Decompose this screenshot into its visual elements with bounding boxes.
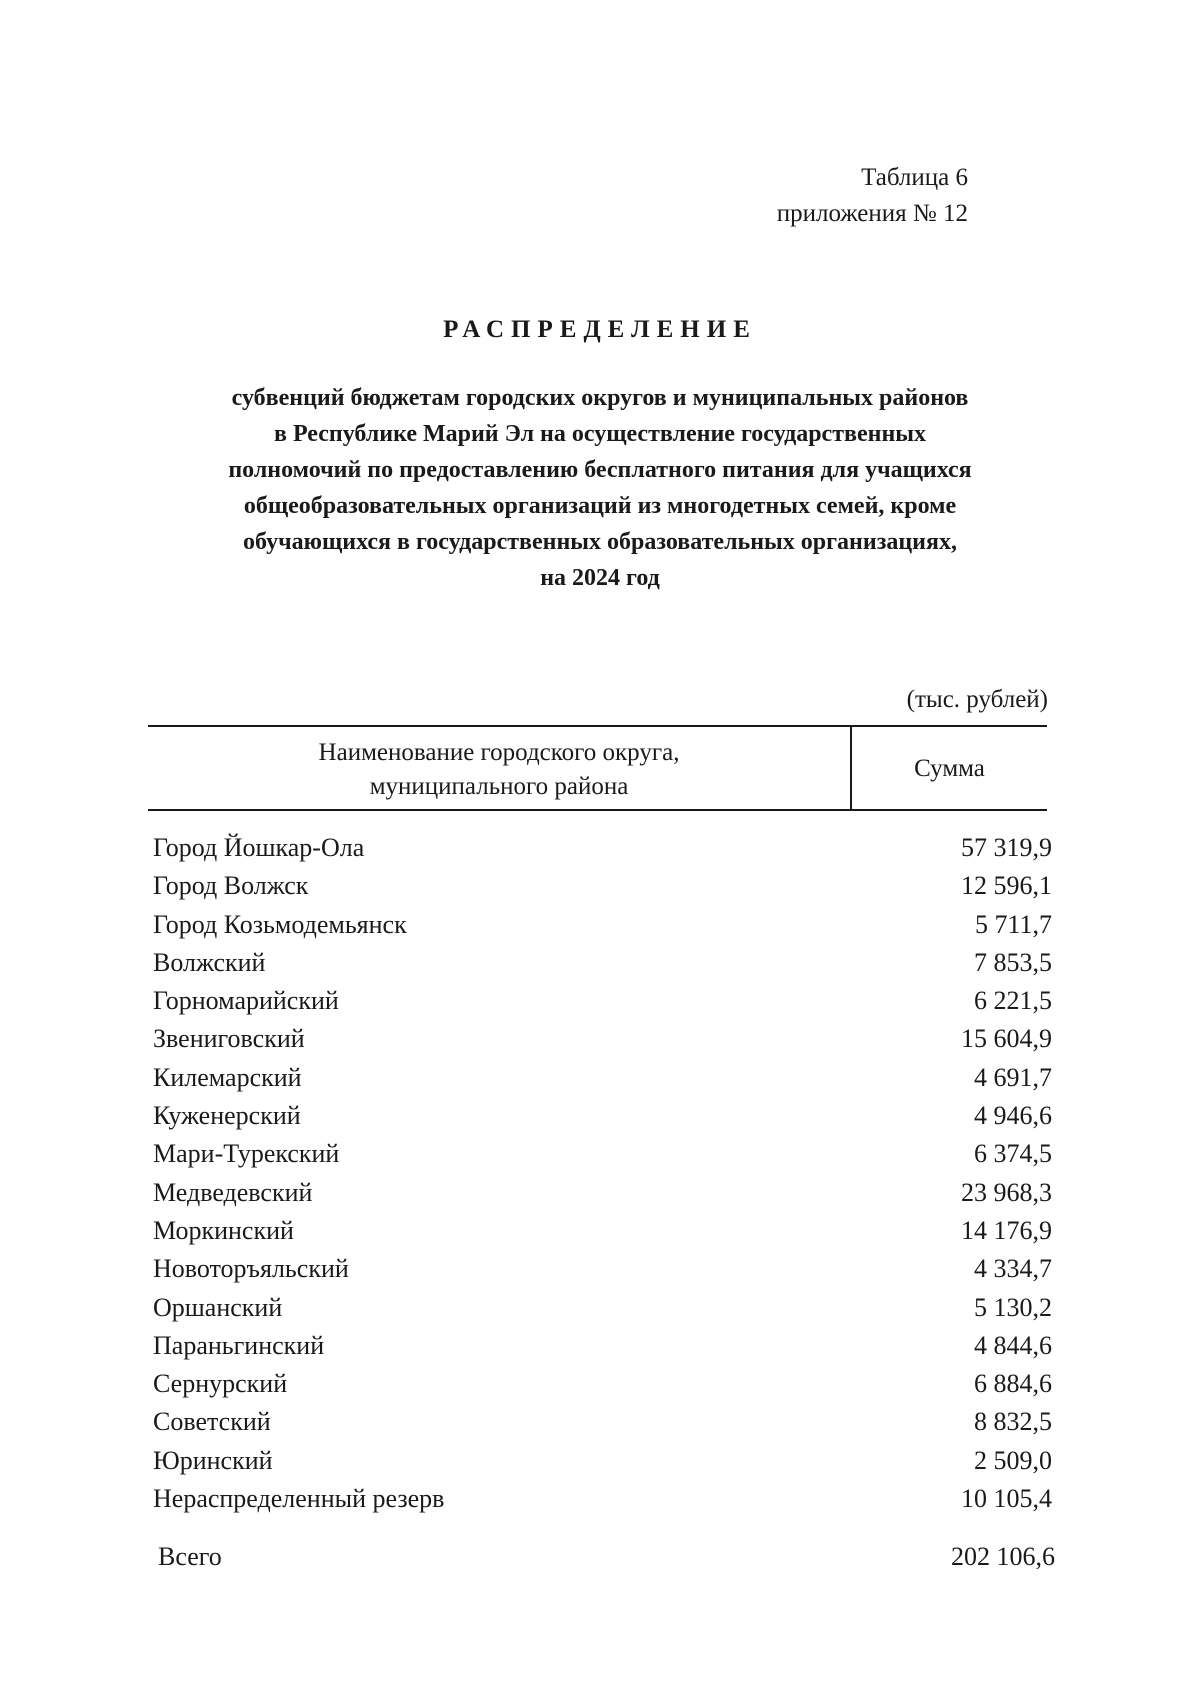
- row-value: 4 844,6: [974, 1330, 1052, 1360]
- units-label: (тыс. рублей): [906, 686, 1048, 713]
- row-value: 14 176,9: [961, 1215, 1052, 1245]
- row-name: Параньгинский: [153, 1330, 325, 1360]
- table-row: [153, 1442, 1052, 1480]
- row-name: Советский: [153, 1407, 271, 1437]
- row-name: Город Волжск: [153, 871, 309, 901]
- row-name: Горномарийский: [153, 986, 339, 1016]
- row-name: Сернурский: [153, 1369, 288, 1399]
- table-total-row: [158, 1538, 1055, 1578]
- row-value: 12 596,1: [961, 871, 1052, 901]
- subtitle-line: в Республике Марий Эл на осуществление государственных: [273, 421, 927, 447]
- table-row: [153, 1212, 1052, 1250]
- row-value: 2 509,0: [974, 1445, 1052, 1475]
- subtitle-line: на 2024 год: [540, 565, 660, 591]
- row-value: 23 968,3: [961, 1177, 1052, 1207]
- document-subtitle: [150, 380, 1050, 596]
- row-name: Оршанский: [153, 1292, 283, 1322]
- row-value: 4 334,7: [974, 1254, 1052, 1284]
- row-name: Новоторъяльский: [153, 1254, 349, 1284]
- row-name: Звениговский: [153, 1024, 305, 1054]
- table-body: [153, 829, 1052, 1518]
- row-name: Нераспределенный резерв: [153, 1484, 445, 1514]
- row-value: 6 221,5: [974, 986, 1052, 1016]
- table-row: [153, 1250, 1052, 1288]
- table-top-rule: [148, 725, 1047, 727]
- table-row: [153, 1365, 1052, 1403]
- row-value: 5 130,2: [974, 1292, 1052, 1322]
- row-name: Килемарский: [153, 1062, 302, 1092]
- table-row: [153, 1097, 1052, 1135]
- column-header-name-line2: муниципального района: [369, 773, 629, 800]
- row-value: 15 604,9: [961, 1024, 1052, 1054]
- row-name: Мари-Турекский: [153, 1139, 340, 1169]
- appendix-reference: приложения № 12: [776, 200, 968, 227]
- row-name: Медведевский: [153, 1177, 313, 1207]
- table-reference-number: Таблица 6: [861, 164, 968, 191]
- row-value: 8 832,5: [974, 1407, 1052, 1437]
- row-value: 7 853,5: [974, 947, 1052, 977]
- subtitle-line: обучающихся в государственных образовательных организациях,: [243, 529, 957, 555]
- table-header-bottom-rule: [148, 809, 1047, 811]
- table-row: [153, 1135, 1052, 1173]
- table-row: [153, 1327, 1052, 1365]
- subtitle-line: субвенций бюджетам городских округов и муниципальных районов: [231, 385, 969, 411]
- table-row: [153, 1020, 1052, 1058]
- document-title: РАСПРЕДЕЛЕНИЕ: [443, 316, 757, 343]
- table-row: [153, 1480, 1052, 1518]
- row-value: 4 946,6: [974, 1101, 1052, 1131]
- subtitle-line: полномочий по предоставлению бесплатного питания для учащихся: [228, 457, 972, 483]
- row-name: Куженерский: [153, 1101, 301, 1131]
- table-row: [153, 1289, 1052, 1327]
- total-label: Всего: [158, 1542, 222, 1571]
- row-value: 57 319,9: [961, 833, 1052, 862]
- table-row: [153, 867, 1052, 905]
- total-value: 202 106,6: [951, 1542, 1055, 1571]
- row-name: Моркинский: [153, 1215, 294, 1245]
- row-name: Волжский: [153, 947, 266, 977]
- row-value: 6 884,6: [974, 1369, 1052, 1399]
- column-header-name: [148, 736, 850, 804]
- table-row: [153, 944, 1052, 982]
- row-value: 6 374,5: [974, 1139, 1052, 1169]
- table-row: [153, 1403, 1052, 1441]
- row-name: Юринский: [153, 1445, 273, 1475]
- column-header-sum: Сумма: [914, 755, 985, 782]
- table-row: [153, 1174, 1052, 1212]
- table-row: [153, 982, 1052, 1020]
- row-value: 5 711,7: [974, 909, 1052, 939]
- row-value: 4 691,7: [974, 1062, 1052, 1092]
- row-name: Город Козьмодемьянск: [153, 909, 407, 939]
- row-name: Город Йошкар-Ола: [153, 833, 365, 862]
- table-row: [153, 829, 1052, 867]
- row-value: 10 105,4: [961, 1484, 1052, 1514]
- table-row: [153, 906, 1052, 944]
- subtitle-line: общеобразовательных организаций из многодетных семей, кроме: [243, 493, 957, 519]
- column-header-name-line1: Наименование городского округа,: [318, 739, 680, 766]
- table-row: [153, 1059, 1052, 1097]
